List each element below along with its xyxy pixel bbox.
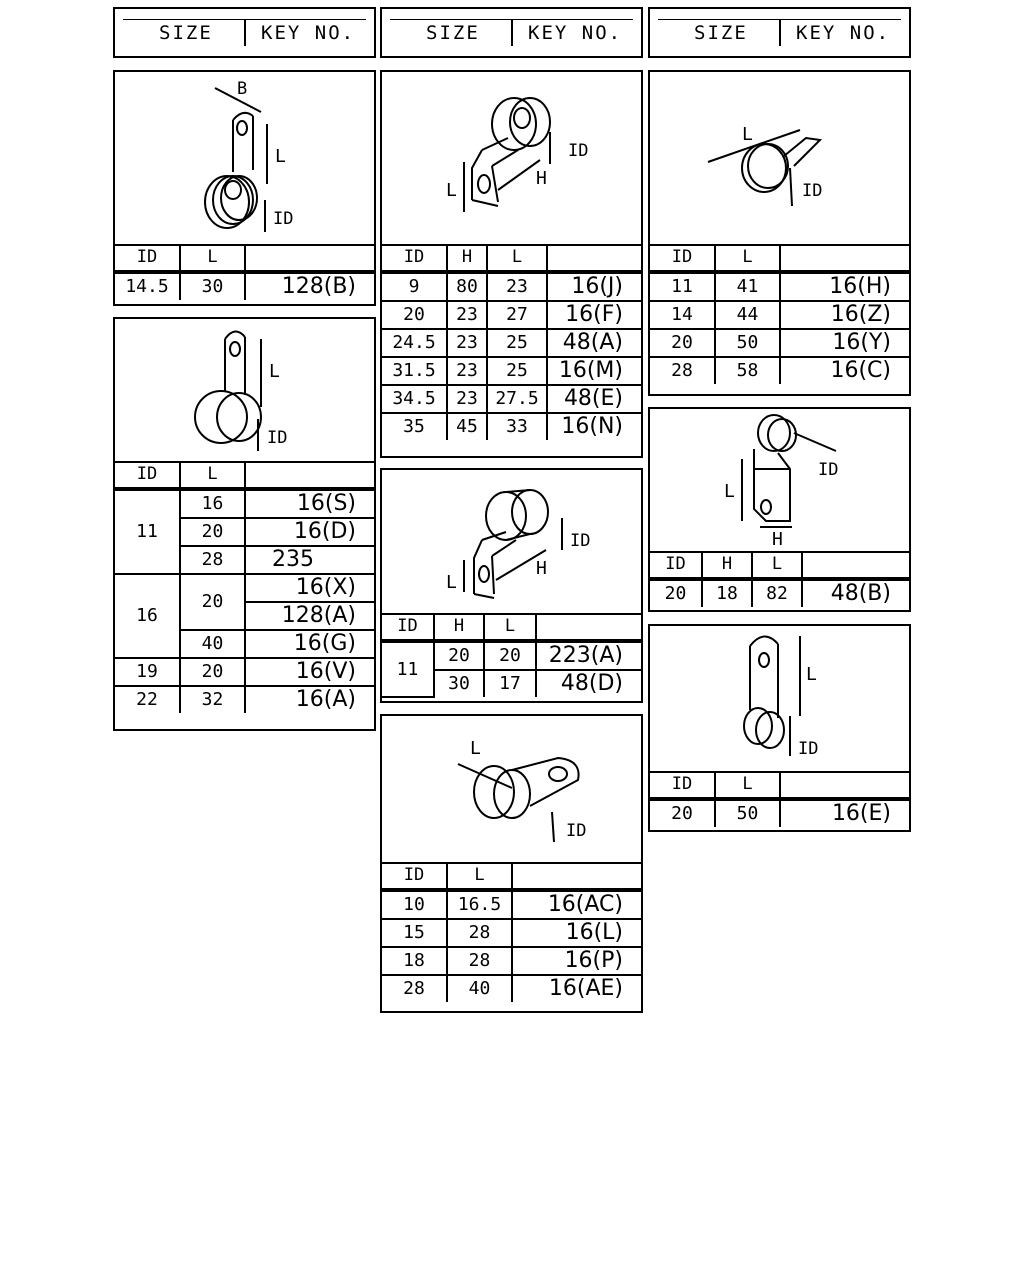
key-cell: 235 [245, 546, 374, 574]
col-id: ID [382, 613, 434, 641]
dim-l-label: L [470, 738, 481, 759]
key-cell: 16(J) [547, 272, 641, 301]
col-key [245, 461, 374, 489]
cell: 44 [715, 301, 780, 329]
cell: 40 [180, 630, 245, 658]
table-row [650, 272, 909, 301]
key-cell: 128(B) [245, 272, 374, 300]
table-row [382, 947, 641, 975]
table-p2 [115, 461, 374, 713]
cell: 20 [180, 574, 245, 630]
table-p6 [650, 244, 909, 384]
table-row [382, 272, 641, 301]
cell: 33 [487, 413, 547, 440]
cell: 27 [487, 301, 547, 329]
cell: 22 [115, 686, 180, 713]
col-id: ID [650, 551, 702, 579]
table-p7 [650, 551, 909, 607]
cell: 23 [447, 329, 487, 357]
col-id: ID [115, 461, 180, 489]
cell: 20 [180, 518, 245, 546]
table-row [382, 301, 641, 329]
cell: 19 [115, 658, 180, 686]
cell: 82 [752, 579, 802, 607]
col-key [536, 613, 641, 641]
cell: 28 [382, 975, 447, 1002]
key-cell: 16(P) [512, 947, 641, 975]
col-l: L [715, 244, 780, 272]
col-key [512, 862, 641, 890]
col-key [245, 244, 374, 272]
key-cell: 16(Y) [780, 329, 909, 357]
col-id: ID [115, 244, 180, 272]
table-row [382, 329, 641, 357]
cell: 18 [702, 579, 752, 607]
table-p5 [382, 862, 641, 1002]
dim-l-label: L [806, 664, 817, 685]
offset-clamp-drawing [382, 470, 641, 613]
key-cell: 16(H) [780, 272, 909, 301]
panel-bracket-spring-clip [648, 407, 911, 612]
cell: 17 [484, 670, 536, 697]
col-id: ID [382, 862, 447, 890]
cell: 11 [115, 489, 180, 574]
table-row [115, 574, 374, 602]
col-id: ID [650, 244, 715, 272]
key-cell: 48(B) [802, 579, 909, 607]
cell: 20 [650, 579, 702, 607]
cell: 23 [447, 385, 487, 413]
cell: 20 [484, 641, 536, 670]
cell: 50 [715, 329, 780, 357]
dim-l-label: L [446, 180, 457, 201]
key-cell: 16(D) [245, 518, 374, 546]
cell: 18 [382, 947, 447, 975]
key-cell: 16(AE) [512, 975, 641, 1002]
table-row [650, 329, 909, 357]
cell: 23 [447, 357, 487, 385]
cell: 10 [382, 890, 447, 919]
key-cell: 16(E) [780, 799, 909, 827]
dim-id-label: ID [802, 181, 823, 201]
dim-l-label: L [446, 572, 457, 593]
key-cell: 16(L) [512, 919, 641, 947]
cell: 40 [447, 975, 512, 1002]
cell: 15 [382, 919, 447, 947]
cell: 23 [447, 301, 487, 329]
key-cell: 48(A) [547, 329, 641, 357]
cell: 32 [180, 686, 245, 713]
cell: 28 [180, 546, 245, 574]
col-l: L [180, 244, 245, 272]
dim-h-label: H [772, 529, 783, 550]
header-key: KEY NO. [796, 22, 891, 44]
dim-id-label: ID [570, 531, 591, 551]
dim-l-label: L [269, 361, 280, 382]
cell: 23 [487, 272, 547, 301]
col-h: H [447, 244, 487, 272]
key-cell: 16(Z) [780, 301, 909, 329]
band-clip-drawing [650, 72, 909, 244]
col-l: L [447, 862, 512, 890]
cell: 14.5 [115, 272, 180, 300]
header-col1 [113, 7, 376, 58]
cell: 30 [180, 272, 245, 300]
dim-id-label: ID [566, 821, 587, 841]
cell: 80 [447, 272, 487, 301]
table-row [382, 413, 641, 440]
table-row [382, 890, 641, 919]
panel-band-clip [648, 70, 911, 396]
lug-clamp-drawing [382, 716, 641, 862]
dim-l-label: L [724, 481, 735, 502]
col-key [802, 551, 909, 579]
cell: 58 [715, 357, 780, 384]
dim-id-label: ID [267, 428, 288, 448]
dim-id-label: ID [568, 141, 589, 161]
cell: 16 [115, 574, 180, 658]
cell: 35 [382, 413, 447, 440]
table-row [650, 579, 909, 607]
cell: 11 [382, 641, 434, 697]
cell: 16 [180, 489, 245, 518]
dim-id-label: ID [818, 460, 839, 480]
cell: 30 [434, 670, 484, 697]
table-row [115, 489, 374, 518]
cell: 9 [382, 272, 447, 301]
header-size: SIZE [159, 22, 213, 44]
cell: 28 [447, 947, 512, 975]
key-cell: 16(X) [245, 574, 374, 602]
panel-offset-spring-clip [380, 70, 643, 458]
col-l: L [180, 461, 245, 489]
key-cell: 48(E) [547, 385, 641, 413]
key-cell: 16(AC) [512, 890, 641, 919]
key-cell: 48(D) [536, 670, 641, 697]
panel-lug-clamp [380, 714, 643, 1013]
cell: 20 [650, 799, 715, 827]
dim-h-label: H [536, 558, 547, 579]
table-row [650, 301, 909, 329]
col-l: L [487, 244, 547, 272]
header-size: SIZE [426, 22, 480, 44]
table-row [382, 975, 641, 1002]
col-id: ID [650, 771, 715, 799]
offset-spring-clip-drawing [382, 72, 641, 244]
table-p4 [382, 613, 641, 698]
p-clamp-drawing [115, 319, 374, 461]
cell: 16.5 [447, 890, 512, 919]
cell: 31.5 [382, 357, 447, 385]
dim-id-label: ID [798, 739, 819, 759]
table-row [115, 272, 374, 300]
table-row [115, 686, 374, 713]
cell: 41 [715, 272, 780, 301]
dim-h-label: H [536, 168, 547, 189]
bracket-spring-clip-drawing [650, 409, 909, 551]
table-row [382, 385, 641, 413]
cell: 34.5 [382, 385, 447, 413]
long-p-clamp-drawing [650, 626, 909, 771]
key-cell: 223(A) [536, 641, 641, 670]
panel-spring-clip [113, 70, 376, 306]
col-l: L [484, 613, 536, 641]
key-cell: 16(F) [547, 301, 641, 329]
col-key [780, 244, 909, 272]
table-row [650, 357, 909, 384]
header-key: KEY NO. [261, 22, 356, 44]
header-key: KEY NO. [528, 22, 623, 44]
col-id: ID [382, 244, 447, 272]
table-p8 [650, 771, 909, 827]
table-row [382, 919, 641, 947]
dim-l-label: L [742, 124, 753, 145]
table-p3 [382, 244, 641, 440]
header-size: SIZE [694, 22, 748, 44]
key-cell: 16(C) [780, 357, 909, 384]
col-key [547, 244, 641, 272]
table-row [650, 799, 909, 827]
cell: 50 [715, 799, 780, 827]
cell: 20 [650, 329, 715, 357]
panel-offset-clamp [380, 468, 643, 703]
cell: 27.5 [487, 385, 547, 413]
key-cell: 16(M) [547, 357, 641, 385]
cell: 14 [650, 301, 715, 329]
table-p1 [115, 244, 374, 300]
cell: 24.5 [382, 329, 447, 357]
header-col3 [648, 7, 911, 58]
spring-clip-drawing [115, 72, 374, 244]
key-cell: 16(G) [245, 630, 374, 658]
key-cell: 128(A) [245, 602, 374, 630]
cell: 28 [447, 919, 512, 947]
col-key [780, 771, 909, 799]
key-cell: 16(S) [245, 489, 374, 518]
dim-id-label: ID [273, 209, 294, 229]
cell: 20 [180, 658, 245, 686]
cell: 25 [487, 357, 547, 385]
key-cell: 16(A) [245, 686, 374, 713]
table-row [115, 658, 374, 686]
col-l: L [715, 771, 780, 799]
table-row [382, 357, 641, 385]
table-row [382, 641, 641, 670]
panel-long-p-clamp [648, 624, 911, 832]
cell: 11 [650, 272, 715, 301]
dim-l-label: L [275, 146, 286, 167]
panel-p-clamp [113, 317, 376, 731]
cell: 25 [487, 329, 547, 357]
col-l: L [752, 551, 802, 579]
cell: 20 [434, 641, 484, 670]
header-col2 [380, 7, 643, 58]
key-cell: 16(N) [547, 413, 641, 440]
cell: 45 [447, 413, 487, 440]
cell: 20 [382, 301, 447, 329]
key-cell: 16(V) [245, 658, 374, 686]
cell: 28 [650, 357, 715, 384]
col-h: H [434, 613, 484, 641]
col-h: H [702, 551, 752, 579]
dim-b-label: B [237, 79, 248, 99]
